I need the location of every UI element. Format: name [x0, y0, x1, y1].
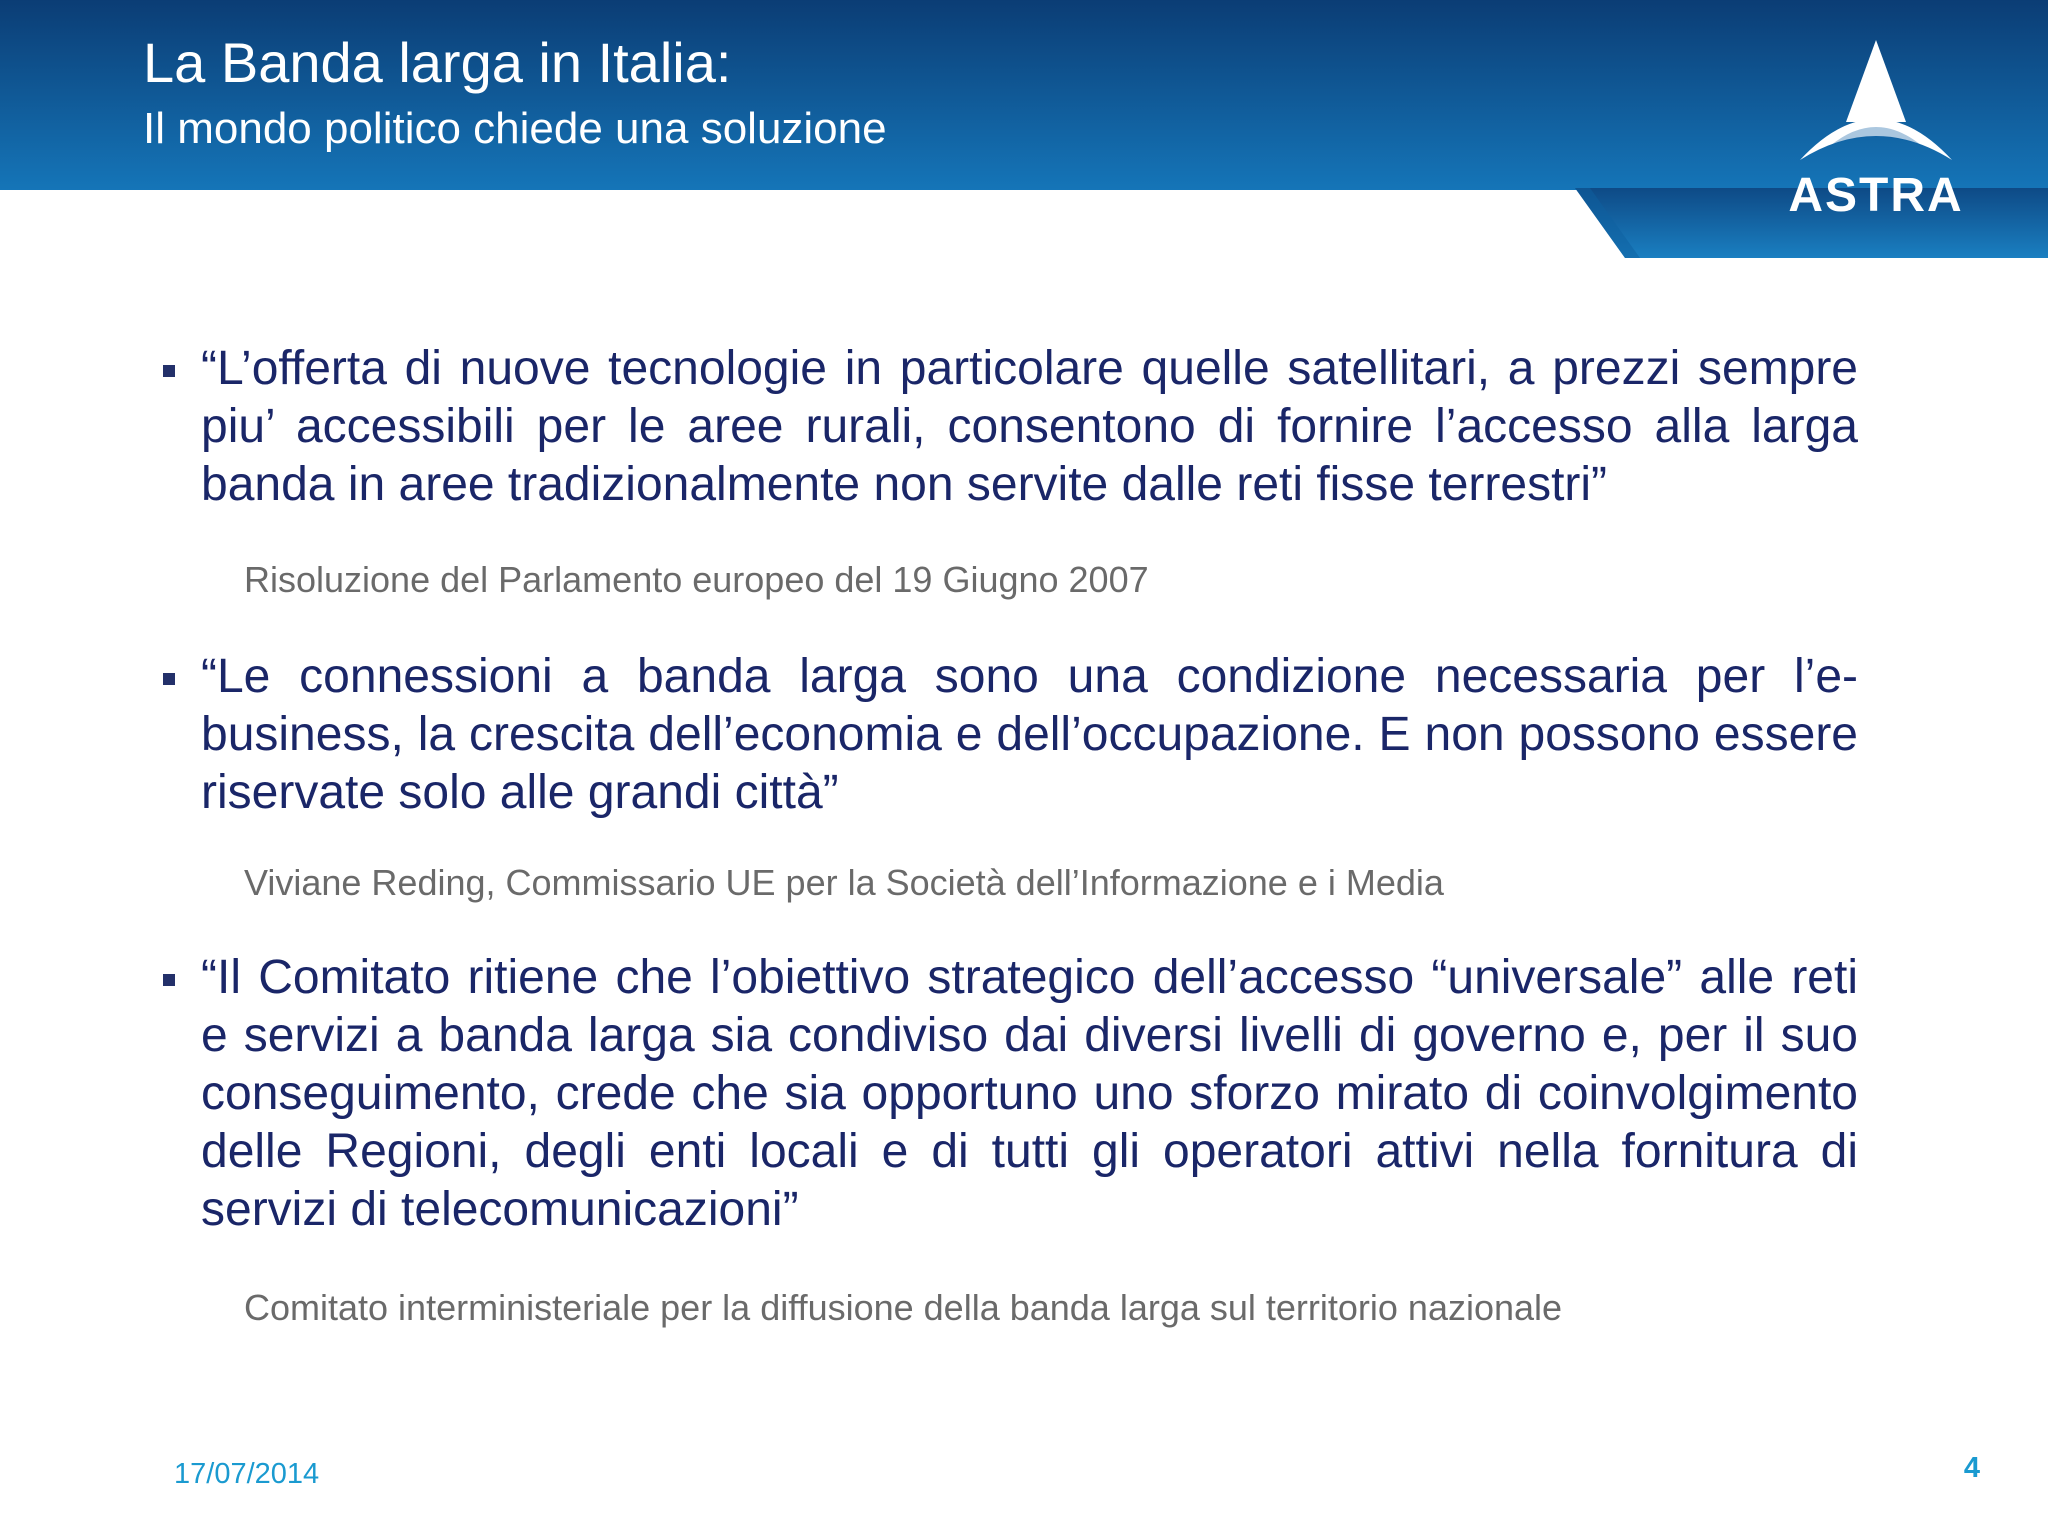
quote-source: Viviane Reding, Commissario UE per la Società dell’Informazione e i Media [244, 862, 1444, 903]
footer-date: 17/07/2014 [174, 1458, 320, 1490]
astra-logo-icon [1760, 36, 1992, 170]
quote-text: “Le connessioni a banda larga sono una condizione necessaria per l’e-business, la crescita dell’economia e dell’occupazione. E non possono essere riservate solo alle grandi città” [201, 650, 1858, 819]
quote-item [160, 340, 1858, 514]
quotes-list [160, 340, 1858, 1330]
page-subtitle: Il mondo politico chiede una soluzione [143, 104, 887, 153]
quote-item [160, 949, 1858, 1239]
quote-source: Risoluzione del Parlamento europeo del 19 Giugno 2007 [244, 559, 1149, 600]
square-bullet-icon [163, 974, 175, 986]
quote-source: Comitato interministeriale per la diffusione della banda larga sul territorio nazionale [244, 1287, 1563, 1328]
astra-logo-text: ASTRA [1788, 169, 1964, 222]
square-bullet-icon [163, 673, 175, 685]
quote-item [160, 648, 1858, 822]
square-bullet-icon [163, 365, 175, 377]
title-block [143, 28, 887, 160]
quote-text: “Il Comitato ritiene che l’obiettivo strategico dell’accesso “universale” alle reti e servizi a banda larga sia condiviso dai diversi livelli di governo e, per il suo conseguimento, crede che sia opportuno uno sforzo mirato di coinvolgimento delle Regioni, degli enti locali e di tutti gli operatori attivi nella fornitura di servizi di telecomunicazioni” [201, 951, 1858, 1236]
page-number: 4 [1963, 1452, 1980, 1484]
quote-text: “L’offerta di nuove tecnologie in particolare quelle satellitari, a prezzi sempre piu’ accessibili per le aree rurali, consentono di fornire l’accesso alla larga banda in aree tradizionalmente non servite dalle reti fisse terrestri” [201, 342, 1858, 511]
astra-logo [1760, 36, 1992, 226]
page-title: La Banda larga in Italia: [143, 31, 732, 94]
